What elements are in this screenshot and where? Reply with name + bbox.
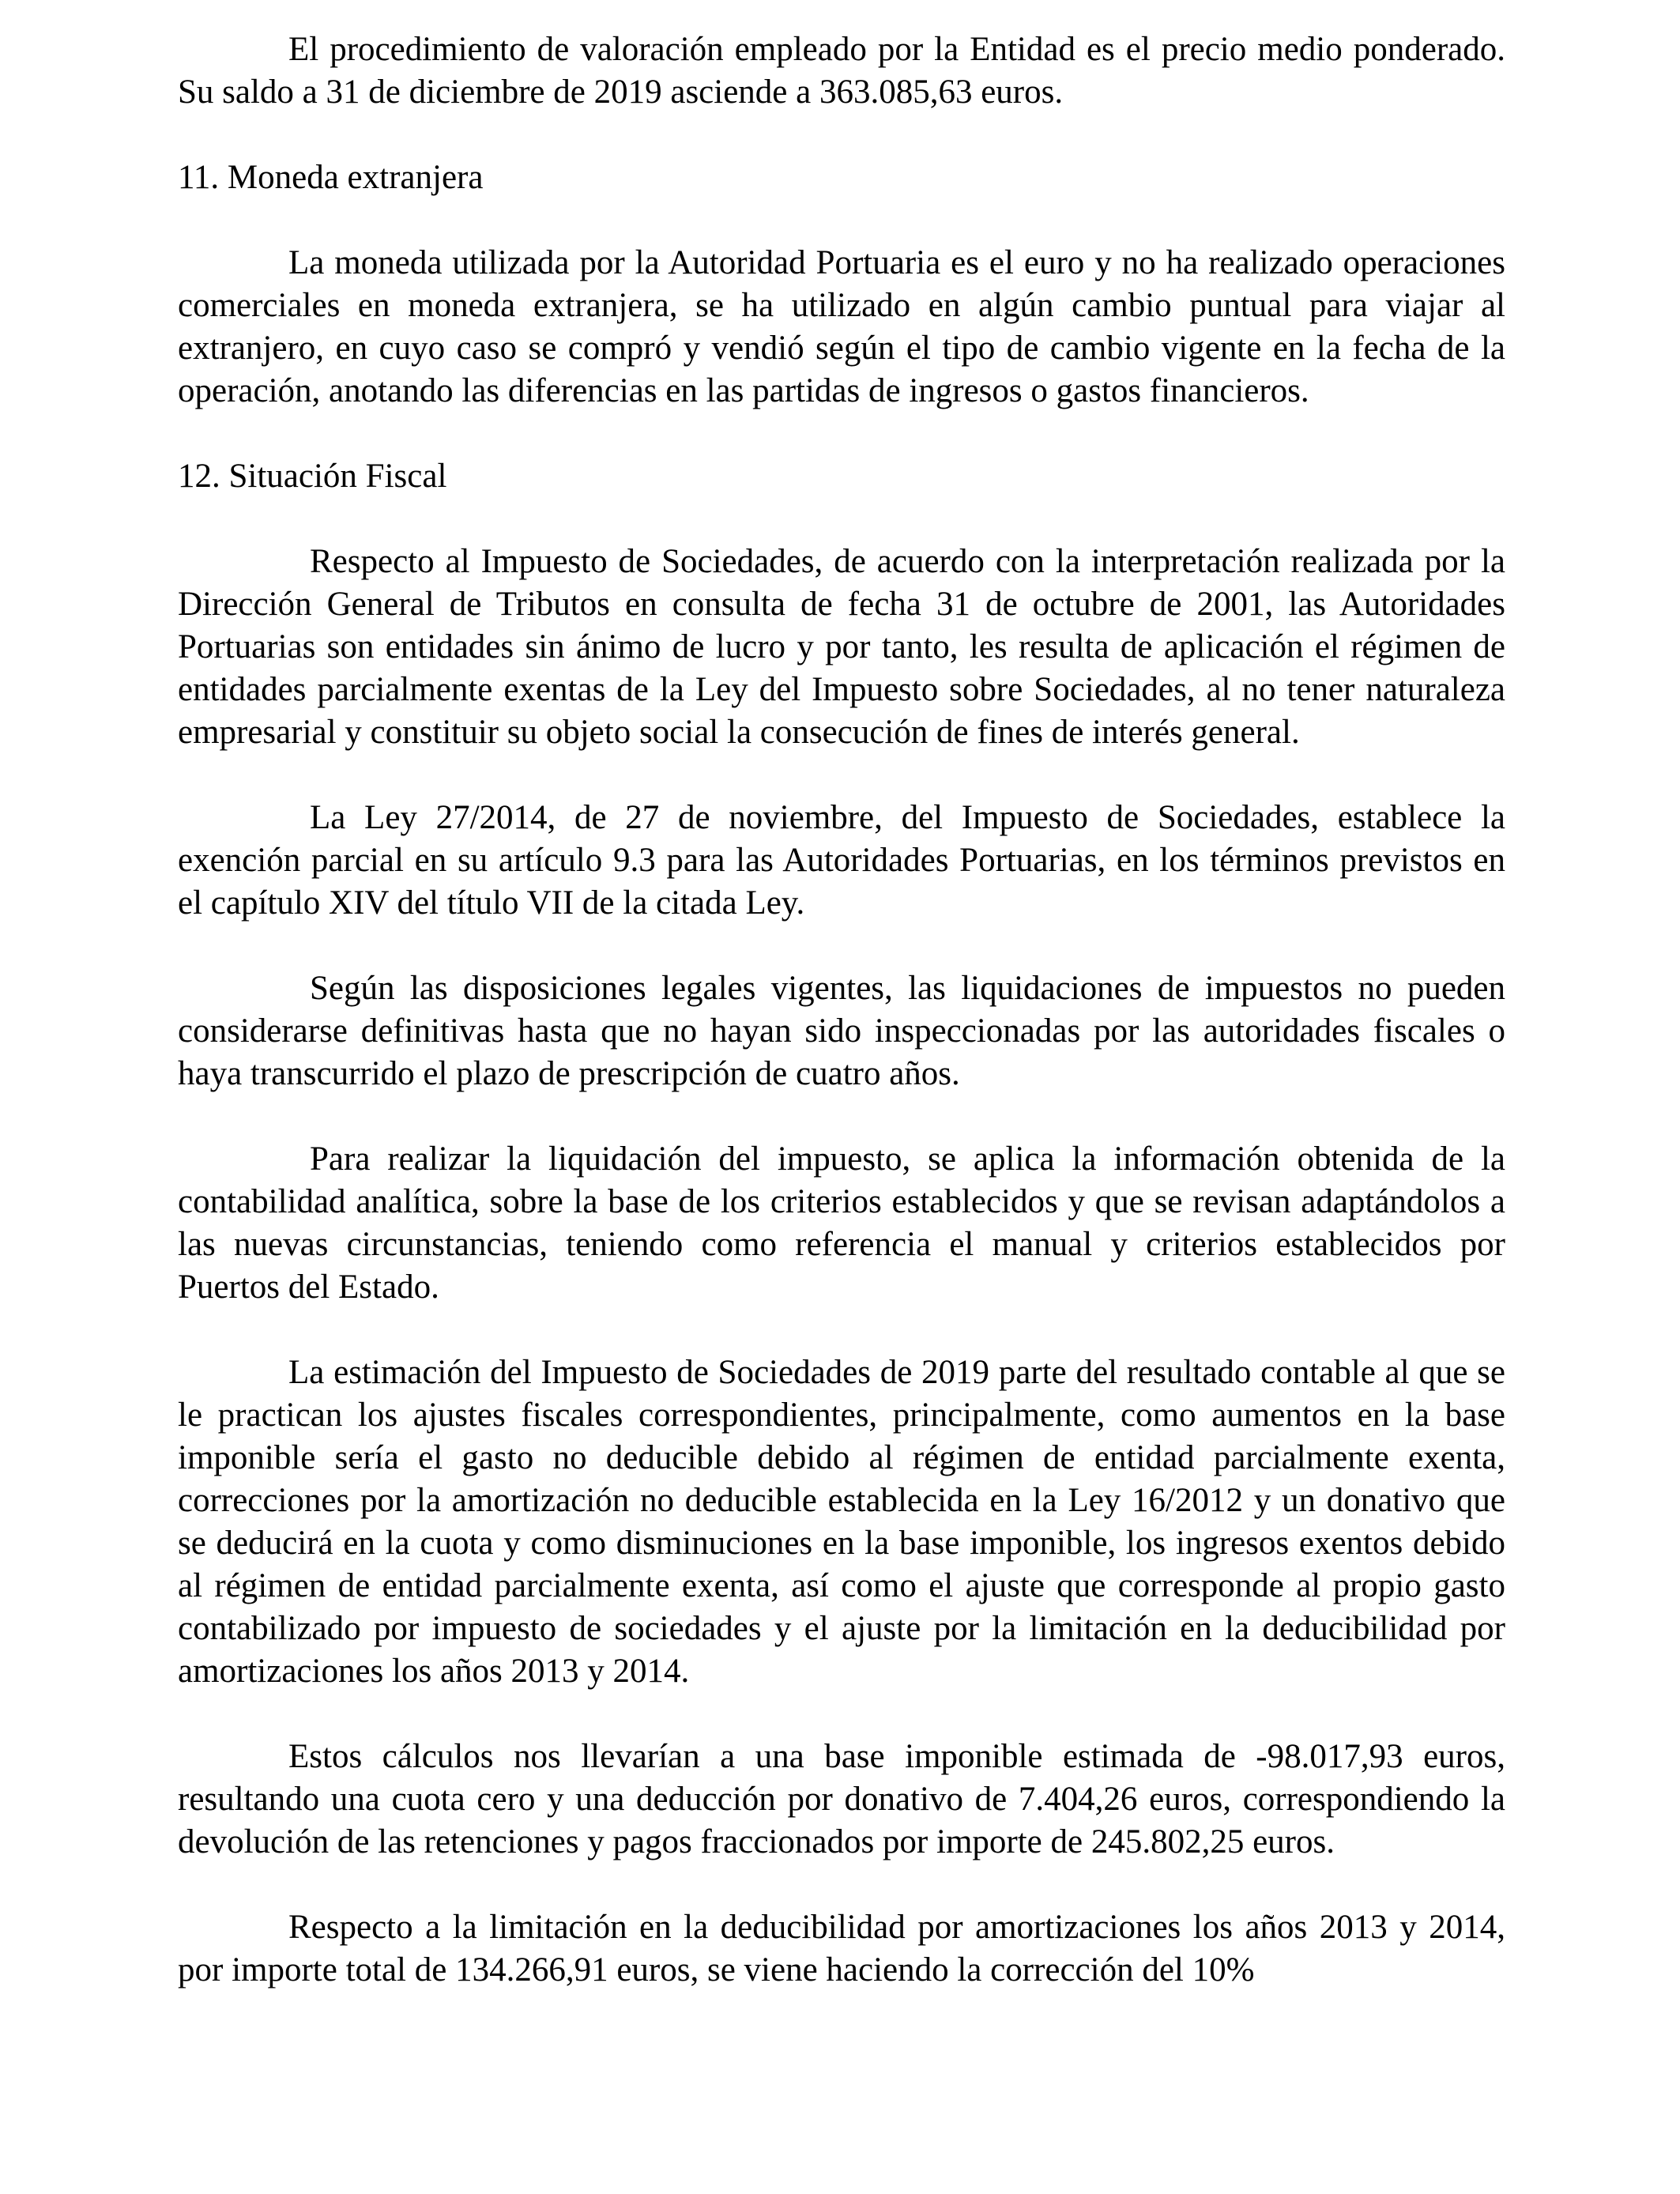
section-heading-situacion-fiscal: 12. Situación Fiscal xyxy=(178,458,447,495)
paragraph-estimacion: La estimación del Impuesto de Sociedades de 2019 parte del resultado contable al que se le practican los ajustes fiscales correspondientes, principalmente, como aumentos en la base imponible sería el gasto no deducible debido al régimen de entidad parcialmente exenta, correcciones por la amortización no deducible establecida en la Ley 16/2012 y un donativo que se deducirá en la cuota y como disminuciones en la base imponible, los ingresos exentos debido al régimen de entidad parcialmente exenta, así como el ajuste que corresponde al propio gasto contabilizado por impuesto de sociedades y el ajuste por la limitación en la deducibilidad por amortizaciones los años 2013 y 2014. xyxy=(178,1354,1505,1690)
paragraph-calculos: Estos cálculos nos llevarían a una base imponible estimada de -98.017,93 euros, resultando una cuota cero y una deducción por donativo de 7.404,26 euros, correspondiendo la devolución de las retenciones y pagos fraccionados por importe de 245.802,25 euros. xyxy=(178,1738,1505,1860)
paragraph-ley-27-2014: La Ley 27/2014, de 27 de noviembre, del Impuesto de Sociedades, establece la exención parcial en su artículo 9.3 para las Autoridades Portuarias, en los términos previstos en el capítulo XIV del título VII de la citada Ley. xyxy=(178,799,1505,922)
document-page xyxy=(178,28,1505,1992)
paragraph-limitacion: Respecto a la limitación en la deducibilidad por amortizaciones los años 2013 y 2014, por importe total de 134.266,91 euros, se viene haciendo la corrección del 10% xyxy=(178,1909,1505,1989)
paragraph-moneda: La moneda utilizada por la Autoridad Portuaria es el euro y no ha realizado operaciones comerciales en moneda extranjera, se ha utilizado en algún cambio puntual para viajar al extranjero, en cuyo caso se compró y vendió según el tipo de cambio vigente en la fecha de la operación, anotando las diferencias en las partidas de ingresos o gastos financieros. xyxy=(178,244,1505,409)
paragraph-disposiciones-legales: Según las disposiciones legales vigentes, las liquidaciones de impuestos no pueden considerarse definitivas hasta que no hayan sido inspeccionadas por las autoridades fiscales o haya transcurrido el plazo de prescripción de cuatro años. xyxy=(178,970,1505,1092)
paragraph-liquidacion: Para realizar la liquidación del impuesto, se aplica la información obtenida de la contabilidad analítica, sobre la base de los criterios establecidos y que se revisan adaptándolos a las nuevas circunstancias, teniendo como referencia el manual y criterios establecidos por Puertos del Estado. xyxy=(178,1140,1505,1306)
paragraph-valoracion: El procedimiento de valoración empleado por la Entidad es el precio medio ponderado. Su saldo a 31 de diciembre de 2019 asciende a 363.085,63 euros. xyxy=(178,31,1505,111)
paragraph-impuesto-sociedades: Respecto al Impuesto de Sociedades, de acuerdo con la interpretación realizada por la Dirección General de Tributos en consulta de fecha 31 de octubre de 2001, las Autoridades Portuarias son entidades sin ánimo de lucro y por tanto, les resulta de aplicación el régimen de entidades parcialmente exentas de la Ley del Impuesto sobre Sociedades, al no tener naturaleza empresarial y constituir su objeto social la consecución de fines de interés general. xyxy=(178,543,1505,751)
section-heading-moneda-extranjera: 11. Moneda extranjera xyxy=(178,159,484,196)
